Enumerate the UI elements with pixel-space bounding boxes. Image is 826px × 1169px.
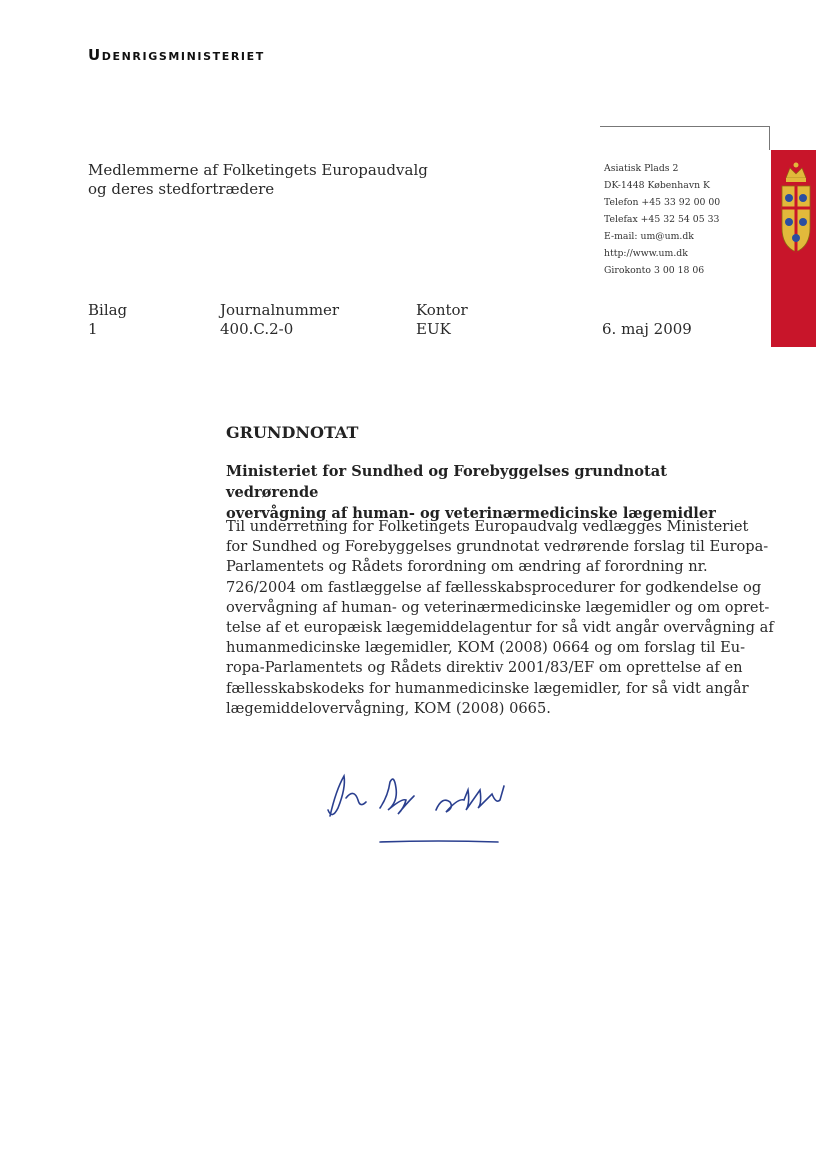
contact-email[interactable]: E-mail: um@um.dk xyxy=(604,231,694,242)
journal-value: 400.C.2-0 xyxy=(220,320,294,338)
body-line: for Sundhed og Forebyggelses grundnotat vedrørende forslag til Europa- xyxy=(226,538,769,556)
contact-fax: Telefax +45 32 54 05 33 xyxy=(604,214,720,225)
letterhead-divider-vertical xyxy=(769,126,770,150)
contact-phone: Telefon +45 33 92 00 00 xyxy=(604,197,721,208)
contact-web[interactable]: http://www.um.dk xyxy=(604,248,688,259)
body-line: Til underretning for Folketingets Europaudvalg vedlægges Ministeriet xyxy=(226,518,749,535)
kontor-field xyxy=(416,301,468,339)
journal-label: Journalnummer xyxy=(220,301,340,319)
kontor-label: Kontor xyxy=(416,301,468,319)
ministry-name: Udenrigsministeriet xyxy=(88,46,265,64)
document-subject xyxy=(226,461,746,524)
recipient-line: og deres stedfortrædere xyxy=(88,180,275,198)
letterhead-divider xyxy=(600,126,770,127)
body-line: telse af et europæisk lægemiddelagentur for så vidt angår overvågning af xyxy=(226,619,774,637)
contact-city: DK-1448 København K xyxy=(604,180,710,191)
recipient-block xyxy=(88,161,428,199)
body-line: humanmedicinske lægemidler, KOM (2008) 0664 og om forslag til Eu- xyxy=(226,639,746,657)
body-line: Parlamentets og Rådets forordning om ændring af forordning nr. xyxy=(226,558,708,576)
journal-field xyxy=(220,301,339,339)
contact-address: Asiatisk Plads 2 xyxy=(604,163,679,174)
subject-line: overvågning af human- og veterinærmedicinske lægemidler xyxy=(226,505,716,522)
document-title: GRUNDNOTAT xyxy=(226,423,359,442)
body-line: fællesskabskodeks for humanmedicinske lægemidler, for så vidt angår xyxy=(226,679,749,697)
bilag-label: Bilag xyxy=(88,301,128,319)
bilag-field xyxy=(88,301,127,339)
document-date: 6. maj 2009 xyxy=(602,320,692,338)
document-body xyxy=(226,517,774,719)
body-line: ropa-Parlamentets og Rådets direktiv 2001/83/EF om oprettelse af en xyxy=(226,659,743,677)
coat-of-arms-icon xyxy=(776,158,816,258)
body-line: lægemiddelovervågning, KOM (2008) 0665. xyxy=(226,699,551,717)
kontor-value: EUK xyxy=(416,320,451,338)
signature-icon xyxy=(318,768,558,848)
body-line: 726/2004 om fastlæggelse af fællesskabsprocedurer for godkendelse og xyxy=(226,578,762,596)
contact-block xyxy=(604,160,720,279)
body-line: overvågning af human- og veterinærmedicinske lægemidler og om opret- xyxy=(226,598,770,616)
recipient-line: Medlemmerne af Folketingets Europaudvalg xyxy=(88,161,428,179)
subject-line: Ministeriet for Sundhed og Forebyggelses grundnotat vedrørende xyxy=(226,463,667,501)
bilag-value: 1 xyxy=(88,320,98,338)
contact-giro: Girokonto 3 00 18 06 xyxy=(604,265,705,276)
